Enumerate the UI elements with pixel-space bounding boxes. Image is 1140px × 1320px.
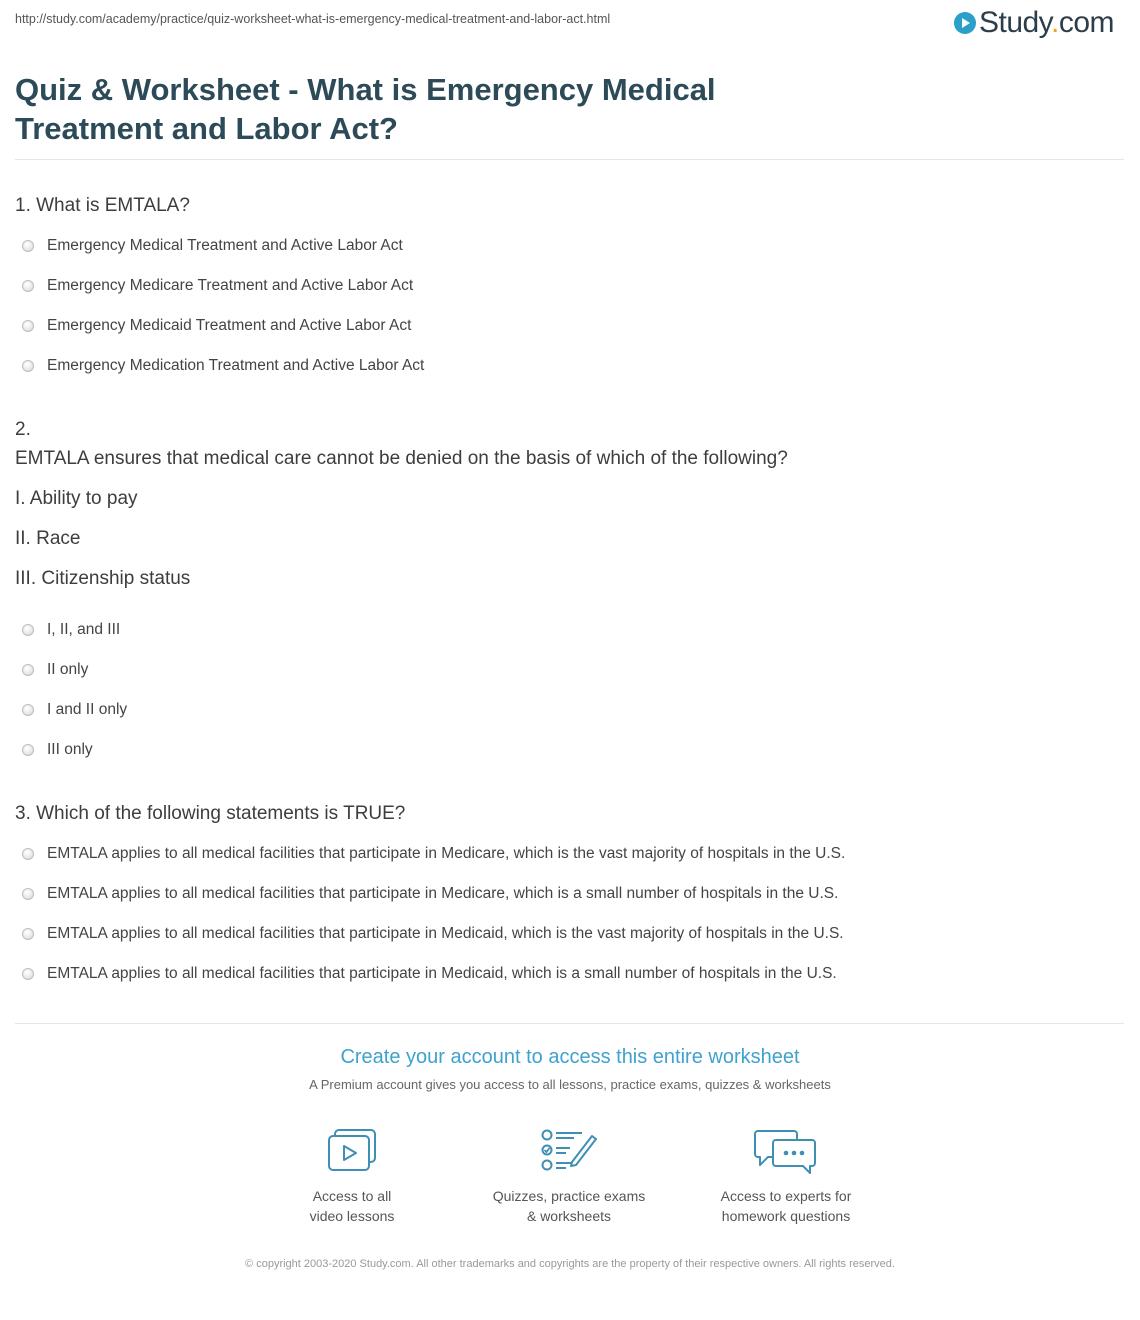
question-1-option[interactable]: Emergency Medicare Treatment and Active Labor Act — [22, 277, 413, 295]
radio-button[interactable] — [22, 280, 34, 292]
feature-experts — [686, 1128, 886, 1226]
question-2-heading: EMTALA ensures that medical care cannot be denied on the basis of which of the following? — [15, 448, 788, 469]
question-1-option[interactable]: Emergency Medical Treatment and Active Labor Act — [22, 237, 403, 255]
question-3-option[interactable]: EMTALA applies to all medical facilities that participate in Medicare, which is a small number of hospitals in the U.S. — [22, 885, 838, 903]
radio-button[interactable] — [22, 968, 34, 980]
question-2-statement: III. Citizenship status — [15, 568, 191, 589]
radio-button[interactable] — [22, 624, 34, 636]
question-2-statement: I. Ability to pay — [15, 488, 138, 509]
quiz-list-icon — [540, 1128, 598, 1174]
radio-button[interactable] — [22, 360, 34, 372]
create-account-link[interactable]: Create your account to access this entire worksheet — [340, 1046, 800, 1068]
page-url: http://study.com/academy/practice/quiz-worksheet-what-is-emergency-medical-treatment-and-labor-act.html — [15, 12, 611, 26]
feature-label: Access to all video lessons — [309, 1188, 395, 1224]
question-3-option[interactable]: EMTALA applies to all medical facilities that participate in Medicare, which is the vast majority of hospitals in the U.S. — [22, 845, 845, 863]
radio-button[interactable] — [22, 744, 34, 756]
question-2-number: 2. — [15, 419, 31, 440]
question-2-option[interactable]: II only — [22, 661, 88, 679]
video-lessons-icon — [326, 1128, 378, 1174]
divider — [15, 159, 1124, 160]
question-2-option[interactable]: I, II, and III — [22, 621, 120, 639]
page-title: Quiz & Worksheet - What is Emergency Medical Treatment and Labor Act? — [15, 72, 716, 146]
question-1-option[interactable]: Emergency Medicaid Treatment and Active Labor Act — [22, 317, 411, 335]
question-3-option[interactable]: EMTALA applies to all medical facilities that participate in Medicaid, which is a small number of hospitals in the U.S. — [22, 965, 837, 983]
divider — [15, 1023, 1124, 1024]
radio-button[interactable] — [22, 704, 34, 716]
question-2-option[interactable]: I and II only — [22, 701, 127, 719]
feature-quizzes — [469, 1128, 669, 1226]
feature-video-lessons — [252, 1128, 452, 1226]
study-logo[interactable] — [954, 6, 1114, 40]
question-2-option[interactable]: III only — [22, 741, 93, 759]
question-1-option[interactable]: Emergency Medication Treatment and Active Labor Act — [22, 357, 424, 375]
feature-label: Access to experts for homework questions — [720, 1188, 852, 1224]
question-3-heading: 3. Which of the following statements is TRUE? — [15, 803, 406, 824]
logo-text: Study.com — [978, 6, 1114, 39]
radio-button[interactable] — [22, 240, 34, 252]
feature-label: Quizzes, practice exams & worksheets — [492, 1188, 646, 1224]
radio-button[interactable] — [22, 928, 34, 940]
copyright-text: © copyright 2003-2020 Study.com. All other trademarks and copyrights are the property of their respective owners. All rights reserved. — [245, 1258, 895, 1270]
radio-button[interactable] — [22, 664, 34, 676]
play-circle-icon — [954, 12, 976, 34]
question-1-heading: 1. What is EMTALA? — [15, 195, 190, 216]
radio-button[interactable] — [22, 888, 34, 900]
radio-button[interactable] — [22, 320, 34, 332]
chat-bubbles-icon — [754, 1128, 818, 1174]
premium-description: A Premium account gives you access to all lessons, practice exams, quizzes & worksheets — [309, 1077, 831, 1092]
question-2-statement: II. Race — [15, 528, 81, 549]
question-3-option[interactable]: EMTALA applies to all medical facilities that participate in Medicaid, which is the vast majority of hospitals in the U.S. — [22, 925, 844, 943]
radio-button[interactable] — [22, 848, 34, 860]
